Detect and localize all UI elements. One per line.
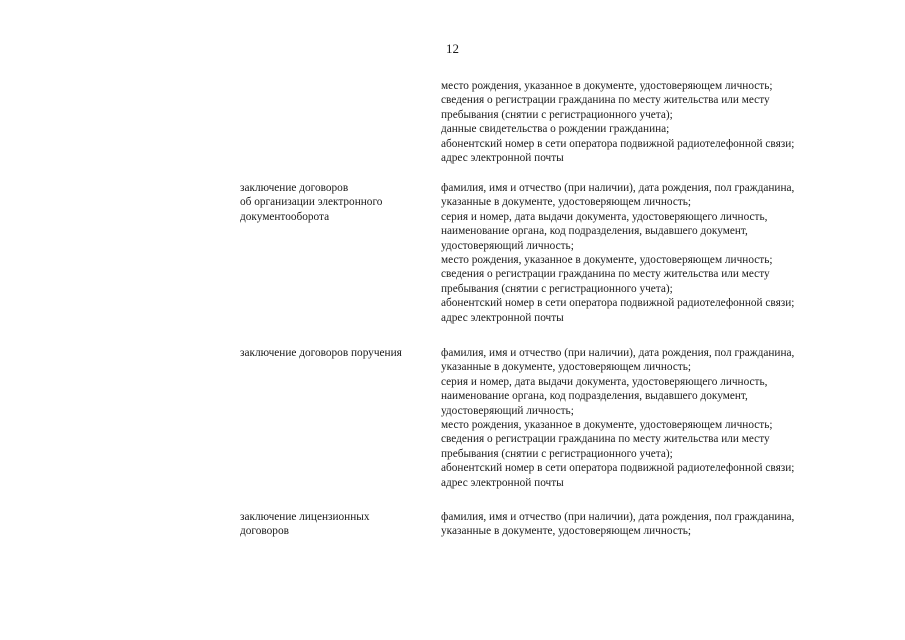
data-item-line: сведения о регистрации гражданина по месту жительства или месту <box>441 433 770 446</box>
block-1-purpose <box>240 181 382 224</box>
purpose-line: заключение договоров <box>240 182 349 194</box>
data-item-line: пребывания (снятии с регистрационного учета); <box>441 447 673 460</box>
data-item-line: место рождения, указанное в документе, удостоверяющем личность; <box>441 253 773 266</box>
data-item-line: данные свидетельства о рождении гражданина; <box>441 123 670 136</box>
data-item-line: адрес электронной почты <box>441 311 564 324</box>
data-item-line: удостоверяющий личность; <box>441 239 574 252</box>
block-2-purpose <box>240 346 402 360</box>
data-item-line: сведения о регистрации гражданина по месту жительства или месту <box>441 94 770 107</box>
data-item-line: наименование органа, код подразделения, выдавшего документ, <box>441 390 748 403</box>
block-3-data-list <box>441 510 794 539</box>
purpose-line: договоров <box>240 525 289 538</box>
purpose-line: об организации электронного <box>240 196 383 209</box>
data-item-line: фамилия, имя и отчество (при наличии), дата рождения, пол гражданина, <box>441 511 795 523</box>
data-item-line: наименование органа, код подразделения, выдавшего документ, <box>441 225 748 238</box>
data-item-line: удостоверяющий личность; <box>441 404 574 417</box>
data-item-line: сведения о регистрации гражданина по месту жительства или месту <box>441 268 770 281</box>
data-item-line: абонентский номер в сети оператора подвижной радиотелефонной связи; <box>441 297 795 310</box>
page-number: 12 <box>446 41 459 56</box>
block-1-data-list <box>441 181 794 325</box>
data-item-line: пребывания (снятии с регистрационного учета); <box>441 108 673 121</box>
data-item-line: серия и номер, дата выдачи документа, удостоверяющего личность, <box>441 375 768 388</box>
block-2-data-list <box>441 346 794 490</box>
data-item-line: серия и номер, дата выдачи документа, удостоверяющего личность, <box>441 210 768 223</box>
data-item-line: фамилия, имя и отчество (при наличии), дата рождения, пол гражданина, <box>441 347 795 359</box>
data-item-line: абонентский номер в сети оператора подвижной радиотелефонной связи; <box>441 462 795 475</box>
block-3-purpose <box>240 510 370 539</box>
block-0-data-list <box>441 79 794 165</box>
data-item-line: адрес электронной почты <box>441 151 564 164</box>
purpose-line: заключение лицензионных <box>240 511 370 523</box>
data-item-line: указанные в документе, удостоверяющем личность; <box>441 525 692 538</box>
data-item-line: место рождения, указанное в документе, удостоверяющем личность; <box>441 80 773 92</box>
data-item-line: адрес электронной почты <box>441 476 564 489</box>
data-item-line: место рождения, указанное в документе, удостоверяющем личность; <box>441 418 773 431</box>
data-item-line: указанные в документе, удостоверяющем личность; <box>441 196 692 209</box>
data-item-line: абонентский номер в сети оператора подвижной радиотелефонной связи; <box>441 137 795 150</box>
data-item-line: пребывания (снятии с регистрационного учета); <box>441 282 673 295</box>
data-item-line: указанные в документе, удостоверяющем личность; <box>441 361 692 374</box>
data-item-line: фамилия, имя и отчество (при наличии), дата рождения, пол гражданина, <box>441 182 795 194</box>
purpose-line: документооборота <box>240 210 330 223</box>
purpose-line: заключение договоров поручения <box>240 347 402 359</box>
